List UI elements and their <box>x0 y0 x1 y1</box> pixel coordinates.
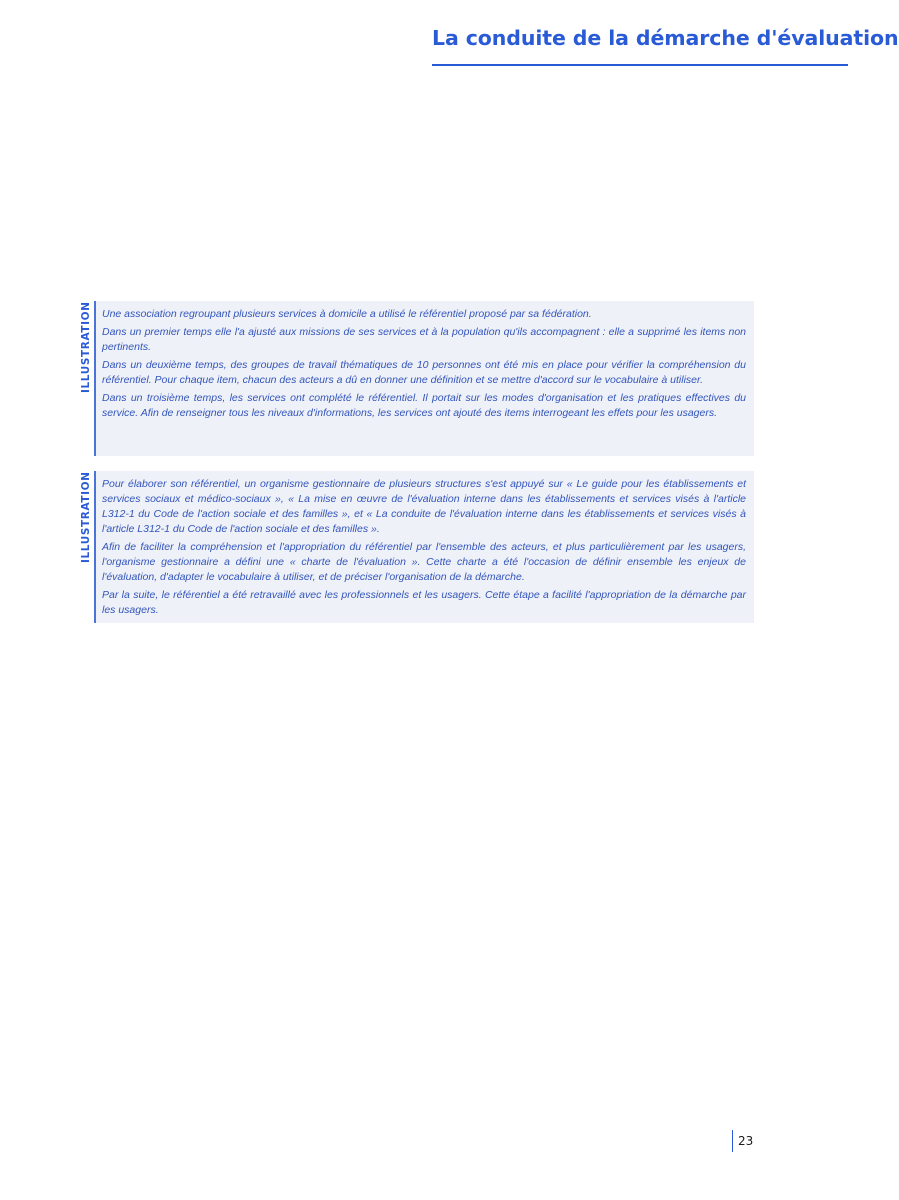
illustration-label: ILLUSTRATION <box>80 301 92 393</box>
illustration-paragraph: Dans un troisième temps, les services ont complété le référentiel. Il portait sur les modes d'organisation et les pratiques effectives du service. Afin de renseigner tous les niveaux d'informations, les services ont ajouté des items interrogeant les effets pour les usagers. <box>102 392 746 419</box>
illustration-label-wrap <box>80 301 95 456</box>
illustration-paragraph: Une association regroupant plusieurs services à domicile a utilisé le référentiel proposé par sa fédération. <box>102 308 592 320</box>
page-number: 23 <box>732 1130 753 1152</box>
illustration-paragraph: Par la suite, le référentiel a été retravaillé avec les professionnels et les usagers. Cette étape a facilité l'appropriation de la démarche par les usagers. <box>102 589 746 616</box>
header-rule <box>432 64 848 66</box>
illustration-box <box>80 471 754 623</box>
illustration-paragraph: Dans un deuxième temps, des groupes de travail thématiques de 10 personnes ont été mis en place pour vérifier la compréhension du référentiel. Pour chaque item, chacun des acteurs a dû en donner une définition et se mettre d'accord sur le vocabulaire à utiliser. <box>102 359 746 386</box>
illustration-body <box>96 301 754 456</box>
page-title: La conduite de la démarche d'évaluation <box>432 26 899 50</box>
illustration-label: ILLUSTRATION <box>80 471 92 563</box>
illustration-body <box>96 471 754 623</box>
illustration-label-wrap <box>80 471 95 623</box>
page-header <box>432 26 899 68</box>
illustration-paragraph: Pour élaborer son référentiel, un organisme gestionnaire de plusieurs structures s'est appuyé sur « Le guide pour les établissements et services sociaux et médico-sociaux », « La mise en œuvre de l'évaluation interne dans les établissements et services visés à l'article L312-1 du Code de l'action sociale et des familles », et « La conduite de l'évaluation interne dans les établissements et services visés à l'article L312-1 du Code de l'action sociale et des familles ». <box>102 478 746 535</box>
illustration-box <box>80 301 754 456</box>
illustration-paragraph: Dans un premier temps elle l'a ajusté aux missions de ses services et à la population qu'ils accompagnent : elle a supprimé les items non pertinents. <box>102 326 746 353</box>
illustration-paragraph: Afin de faciliter la compréhension et l'appropriation du référentiel par l'ensemble des acteurs, et plus particulièrement par les usagers, l'organisme gestionnaire a défini une « charte de l'évaluation ». Cette charte a été l'occasion de définir ensemble les enjeux de l'évaluation, d'adapter le vocabulaire à utiliser, et de préciser l'organisation de la démarche. <box>102 541 746 583</box>
